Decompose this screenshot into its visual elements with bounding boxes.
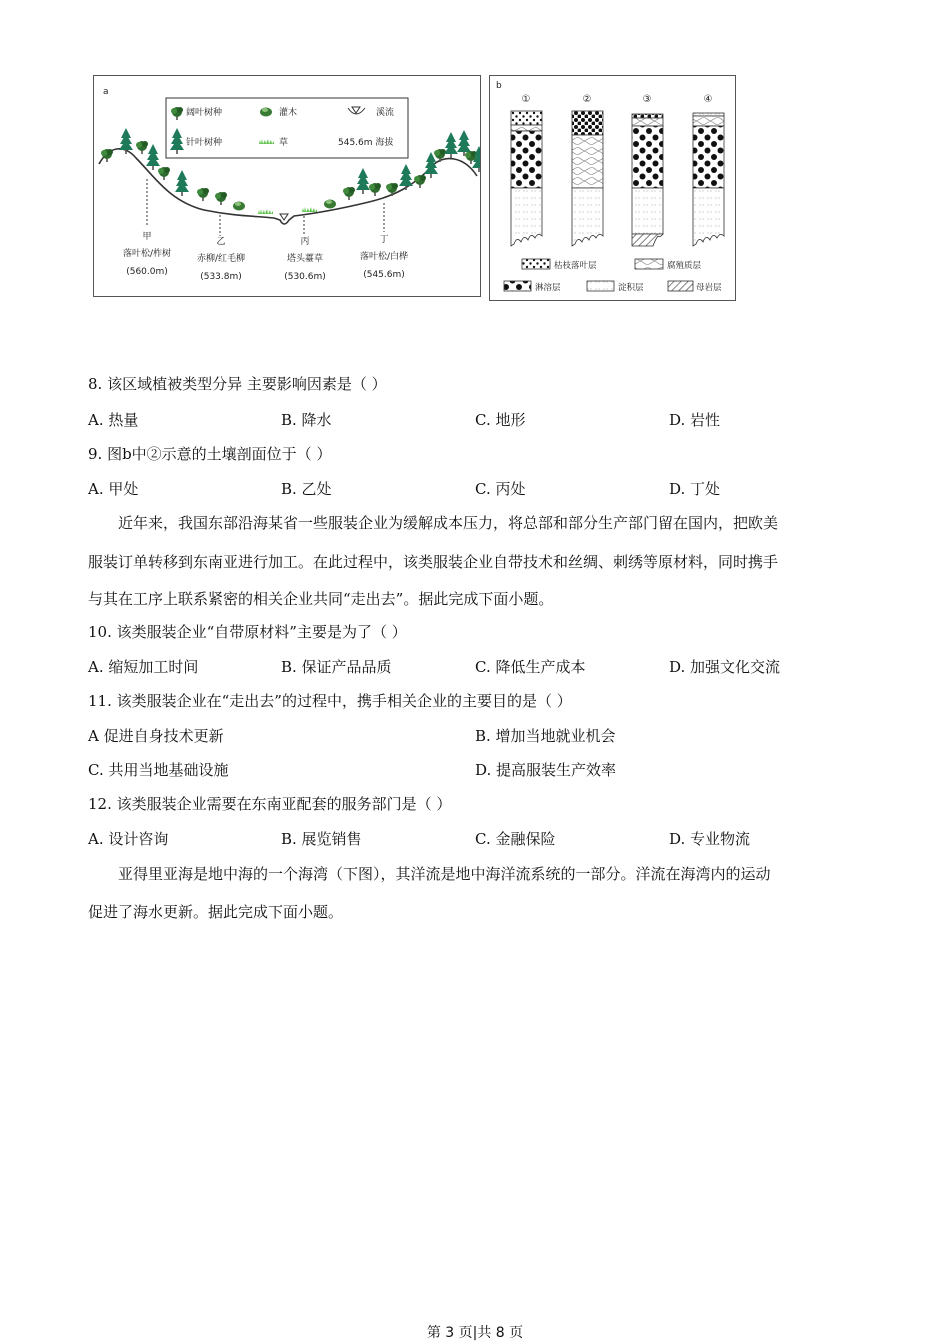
q11-option-a[interactable]: A 促进自身技术更新 [88, 727, 224, 745]
legend-broadleaf: 阔叶树种 [186, 108, 223, 118]
q10-option-b[interactable]: B. 保证产品品质 [281, 658, 392, 676]
site-yi-vegetation: 赤柳/红毛柳 [196, 254, 246, 264]
passage-2-line-1: 亚得里亚海是地中海的一个海湾（下图），其洋流是地中海洋流系统的一部分。洋流在海湾内的运动 [88, 865, 771, 883]
profile-2-label: ② [582, 94, 592, 105]
soil-profile-4 [693, 113, 724, 246]
q9-option-d[interactable]: D. 丁处 [669, 480, 721, 498]
q12-option-c[interactable]: C. 金融保险 [475, 830, 556, 848]
q9-option-b[interactable]: B. 乙处 [281, 480, 332, 498]
passage-1-line-1: 近年来，我国东部沿海某省一些服装企业为缓解成本压力，将总部和部分生产部门留在国内，把欧美 [88, 514, 779, 532]
figure-b-soil-profiles [489, 75, 736, 301]
profile-3-label: ③ [642, 94, 652, 105]
soil-profile-3 [632, 114, 663, 246]
question-11-stem: 11. 该类服装企业在“走出去”的过程中，携手相关企业的主要目的是（ ） [88, 692, 572, 710]
legend-box [166, 98, 408, 158]
soil-profile-2 [572, 111, 603, 246]
passage-2-line-2: 促进了海水更新。据此完成下面小题。 [88, 903, 344, 921]
legend-conifer: 针叶树种 [186, 138, 223, 148]
q8-option-a[interactable]: A. 热量 [88, 411, 139, 429]
question-8-stem: 8. 该区域植被类型分异 主要影响因素是（ ） [88, 375, 387, 393]
q8-option-d[interactable]: D. 岩性 [669, 411, 721, 429]
legend-litter: 枯枝落叶层 [554, 261, 597, 271]
q12-option-d[interactable]: D. 专业物流 [669, 830, 751, 848]
figure-a-vegetation-profile [93, 75, 481, 297]
soil-profile-diagram [490, 76, 735, 300]
site-bing-elevation: (530.6m) [284, 272, 326, 282]
soil-profile-1 [511, 111, 542, 246]
question-9-stem: 9. 图b中②示意的土壤剖面位于（ ） [88, 445, 332, 463]
site-ding-name: 丁 [379, 235, 389, 245]
stream-marker-icon [280, 214, 288, 220]
legend-eluvial: 淋溶层 [535, 283, 561, 293]
q10-option-d[interactable]: D. 加强文化交流 [669, 658, 781, 676]
q11-option-d[interactable]: D. 提高服装生产效率 [475, 761, 617, 779]
passage-1-line-2: 服装订单转移到东南亚进行加工。在此过程中，该类服装企业自带技术和丝绸、刺绣等原材料，同时携手 [88, 553, 779, 571]
site-yi-elevation: (533.8m) [200, 272, 242, 282]
site-bing-vegetation: 塔头薹草 [286, 254, 324, 264]
profile-4-label: ④ [703, 94, 713, 105]
site-bing-name: 丙 [300, 237, 310, 247]
page-number: 第 3 页|共 8 页 [426, 1325, 524, 1341]
q12-option-b[interactable]: B. 展览销售 [281, 830, 362, 848]
q10-option-c[interactable]: C. 降低生产成本 [475, 658, 586, 676]
eluvial-layer-swatch [504, 281, 531, 291]
legend-grass: 草 [279, 138, 289, 148]
shrub-icon [260, 108, 272, 117]
q11-option-b[interactable]: B. 增加当地就业机会 [475, 727, 616, 745]
legend-bedrock: 母岩层 [696, 283, 722, 293]
q10-option-a[interactable]: A. 缩短加工时间 [88, 658, 199, 676]
q8-option-c[interactable]: C. 地形 [475, 411, 526, 429]
question-12-stem: 12. 该类服装企业需要在东南亚配套的服务部门是（ ） [88, 795, 452, 813]
figure-a-label: a [103, 87, 109, 97]
q9-option-a[interactable]: A. 甲处 [88, 480, 139, 498]
litter-layer-swatch [522, 259, 550, 269]
legend-elevation: 545.6m 海拔 [338, 138, 394, 148]
q8-option-b[interactable]: B. 降水 [281, 411, 332, 429]
legend-illuvial: 淀积层 [618, 283, 644, 293]
question-10-stem: 10. 该类服装企业“自带原材料”主要是为了（ ） [88, 623, 407, 641]
legend-humus: 腐殖质层 [667, 261, 702, 271]
q11-option-c[interactable]: C. 共用当地基础设施 [88, 761, 229, 779]
figure-b-label: b [496, 81, 502, 91]
legend-shrub: 灌木 [279, 108, 298, 118]
vegetation-profile-diagram [94, 76, 480, 296]
q12-option-a[interactable]: A. 设计咨询 [88, 830, 169, 848]
site-jia-vegetation: 落叶松/柞树 [122, 249, 172, 259]
site-yi-name: 乙 [216, 237, 226, 247]
q9-option-c[interactable]: C. 丙处 [475, 480, 526, 498]
illuvial-layer-swatch [587, 281, 614, 291]
site-ding-vegetation: 落叶松/白桦 [359, 252, 409, 262]
site-jia-name: 甲 [142, 232, 152, 242]
bedrock-layer-swatch [668, 281, 693, 291]
passage-1-line-3: 与其在工序上联系紧密的相关企业共同“走出去”。据此完成下面小题。 [88, 590, 554, 608]
site-ding-elevation: (545.6m) [363, 270, 405, 280]
legend-stream: 溪流 [376, 108, 395, 118]
profile-1-label: ① [521, 94, 531, 105]
site-jia-elevation: (560.0m) [126, 267, 168, 277]
humus-layer-swatch [635, 259, 663, 269]
